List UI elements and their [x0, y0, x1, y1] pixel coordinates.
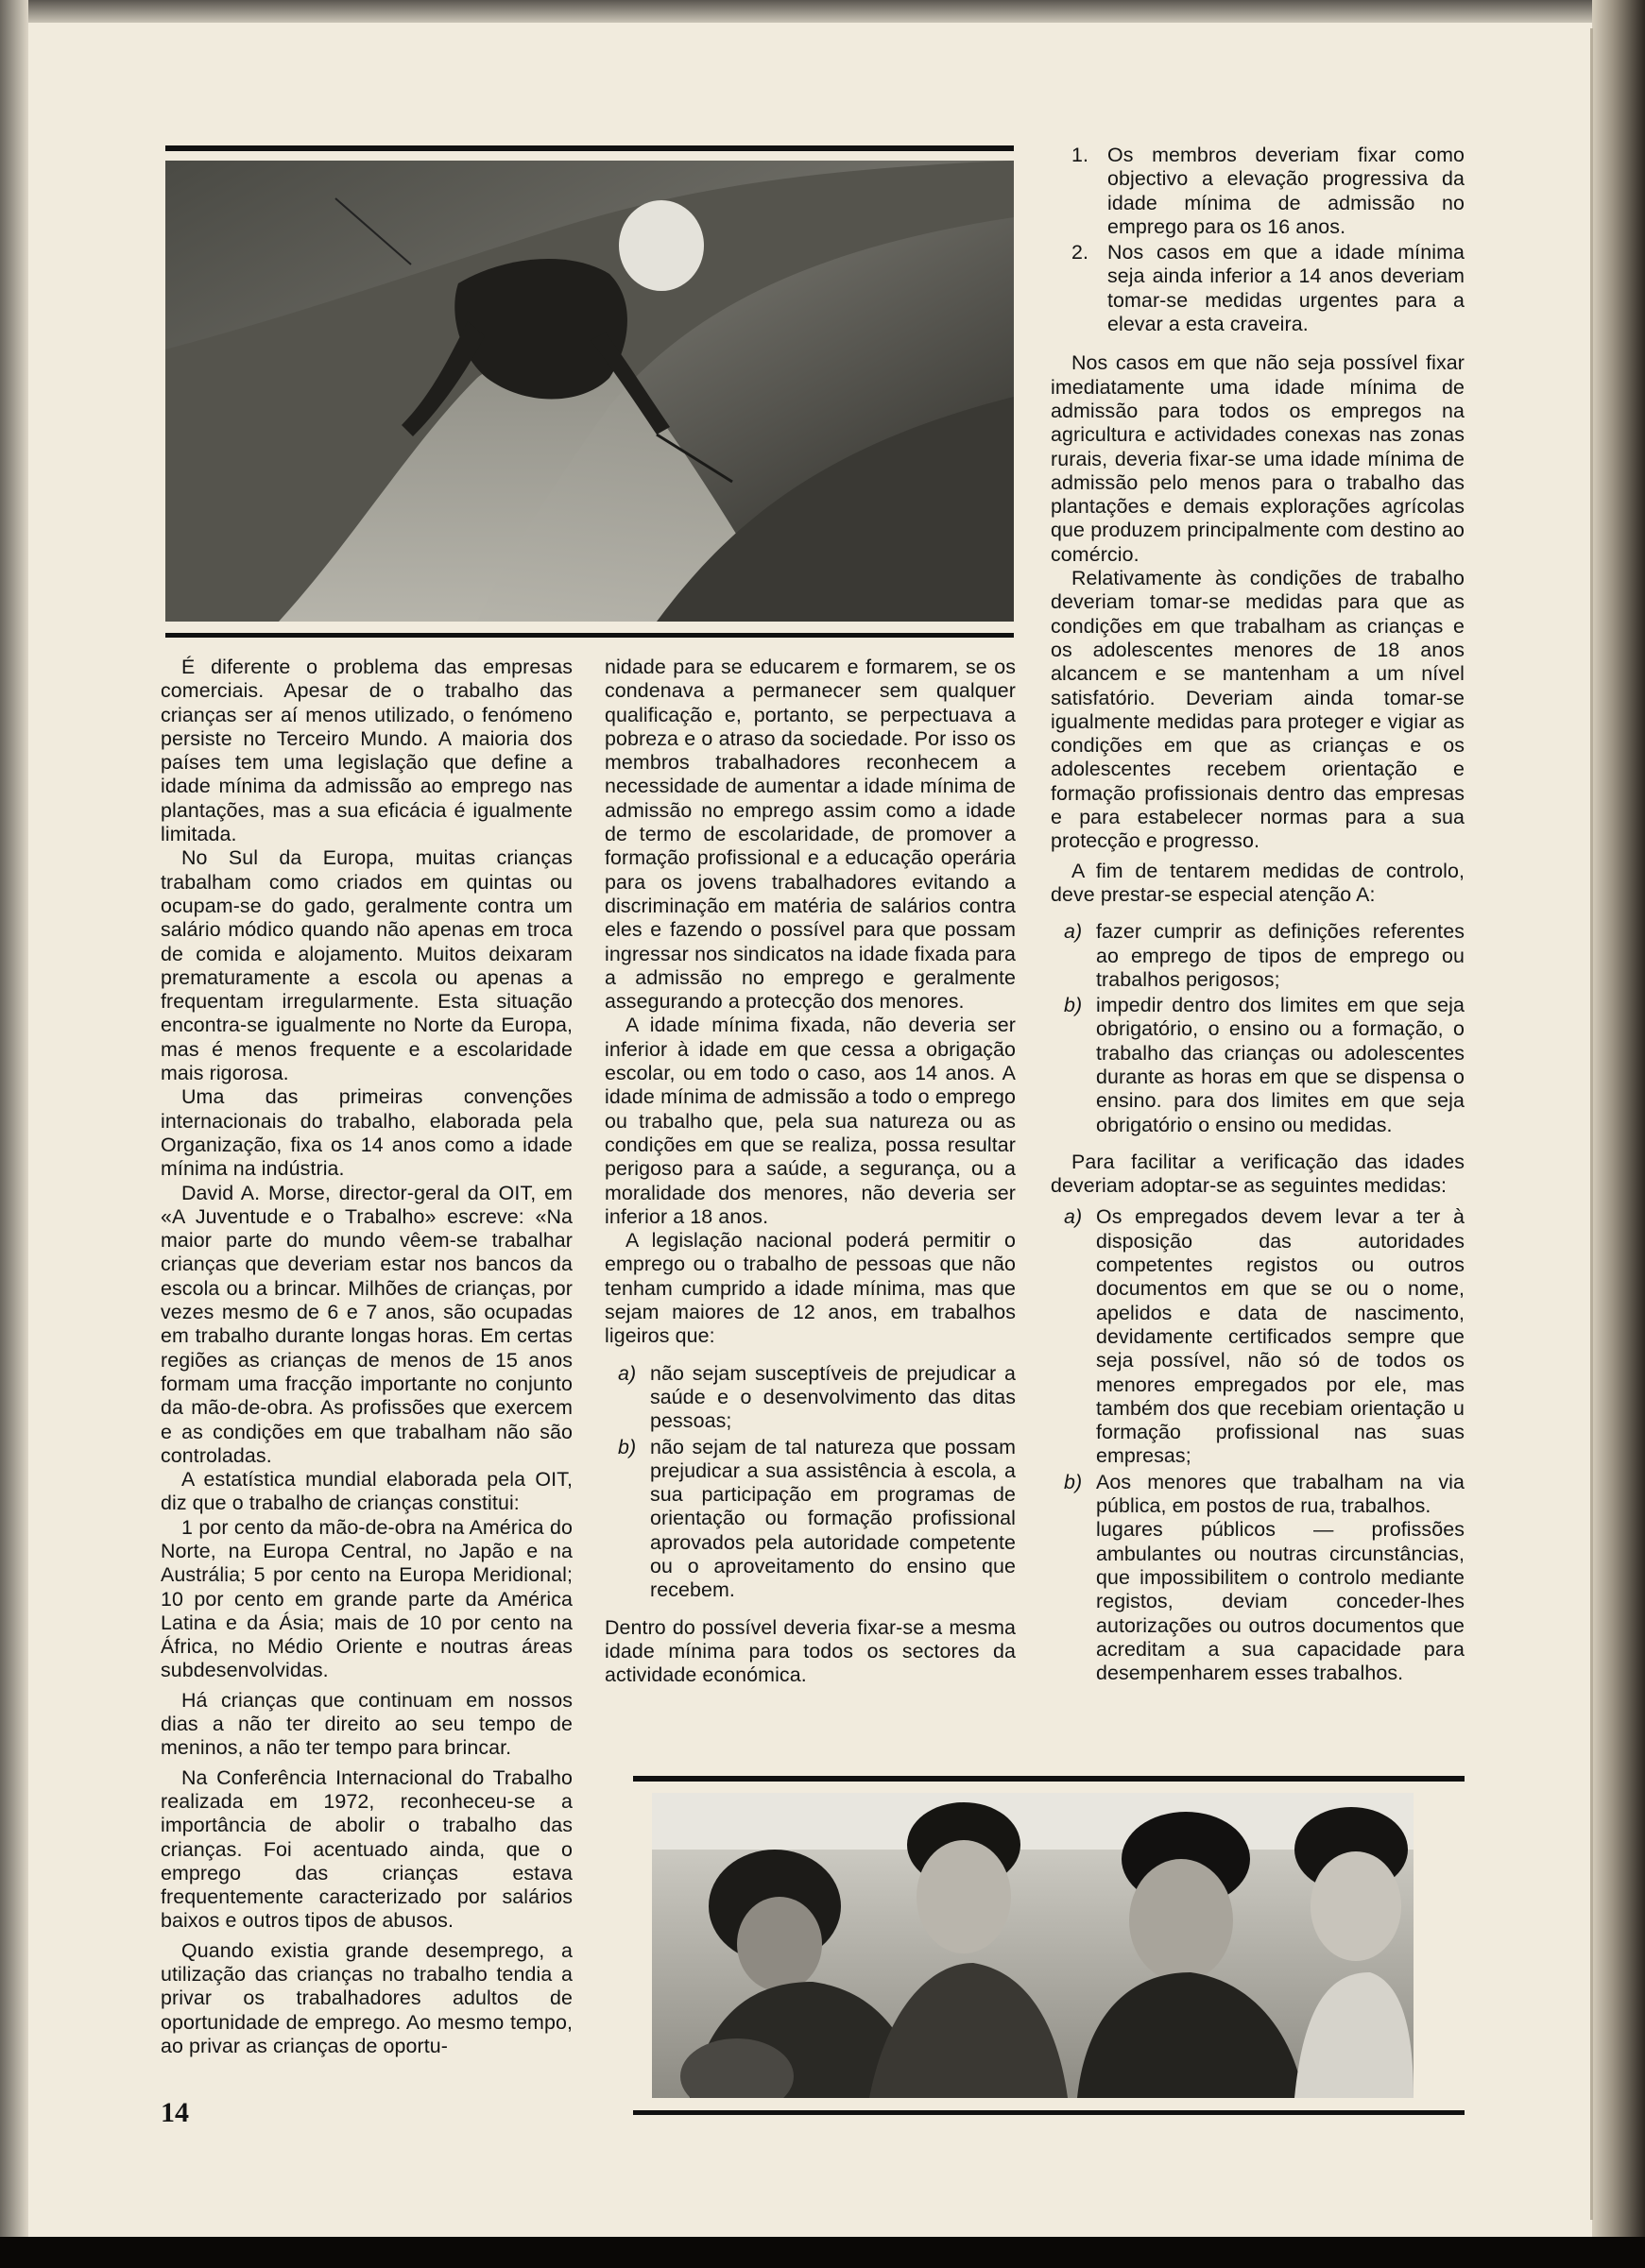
text-column-left — [161, 656, 573, 2058]
text-column-middle — [605, 656, 1016, 1687]
list-item — [1064, 994, 1465, 1137]
list — [1064, 920, 1465, 1137]
page-right-edge — [1592, 0, 1645, 2268]
list-item-text: não sejam susceptíveis de prejudicar a saúde e o desenvolvimento das ditas pessoas; — [650, 1361, 1016, 1433]
page-left-edge — [0, 0, 28, 2268]
list-item — [618, 1362, 1016, 1434]
text-column-right — [1051, 144, 1465, 1685]
list-item-text: fazer cumprir as definições referentes ao emprego de tipos de emprego ou trabalhos perigosos; — [1096, 920, 1465, 991]
paragraph: Relativamente às condições de trabalho deveriam tomar-se medidas para que as condições em que trabalham as crianças e os adolescentes menores de 18 anos alcancem e se mantenham a um nível satisfatório. Deveriam ainda tomar-se igualmente medidas para proteger e vigiar as condições em que as crianças e os adolescentes recebem orientação e formação profissionais dentro das empresas e para estabelecer normas para a sua protecção e progresso. — [1051, 567, 1465, 853]
numbered-list — [1071, 144, 1465, 336]
list-item-text: não sejam de tal natureza que possam prejudicar a sua assistência à escola, a sua participação em programas de orientação ou formação profissional aprovados pela autoridade competente ou o aproveitamento do ensino que recebem. — [650, 1435, 1016, 1602]
paragraph: A estatística mundial elaborada pela OIT, diz que o trabalho de crianças constitui: — [161, 1468, 573, 1515]
paragraph: nidade para se educarem e formarem, se os condenava a permanecer sem qualquer qualificação e, portanto, se perpectuava a pobreza e o atraso da sociedade. Por isso os membros trabalhadores reconhecem a necessidade de aumentar a idade mínima de admissão no emprego assim como a idade de termo de escolaridade, de promover a formação profissional e a educação operária para os jovens trabalhadores evitando a discriminação em matéria de salários contra eles e fazendo o possível para que possam ingressar nos sindicatos na idade fixada para a admissão no emprego e geralmente assegurando a protecção dos menores. — [605, 656, 1016, 1014]
bottom-photo-rule-upper — [633, 1776, 1465, 1782]
list-item — [1064, 1471, 1465, 1519]
list-item — [1064, 1205, 1465, 1468]
list-item — [1071, 144, 1465, 239]
paragraph: Uma das primeiras convenções internacionais do trabalho, elaborada pela Organização, fixa os 14 anos como a idade mínima na indústria. — [161, 1085, 573, 1181]
bottom-photo-rule-lower — [633, 2110, 1465, 2115]
list-item — [1064, 920, 1465, 992]
list-item-text: Nos casos em que a idade mínima seja ainda inferior a 14 anos deveriam tomar-se medidas urgentes para a elevar a esta craveira. — [1107, 241, 1465, 336]
list-item — [618, 1436, 1016, 1603]
paragraph: Para facilitar a verificação das idades deveriam adoptar-se as seguintes medidas: — [1051, 1150, 1465, 1198]
paragraph: A idade mínima fixada, não deveria ser inferior à idade em que cessa a obrigação escolar, ou em todo o caso, aos 14 anos. A idade mínima de admissão a todo o emprego ou trabalho que, pela sua natureza ou as condições em que se realiza, possa resultar perigoso para a saúde, a segurança, ou a moralidade dos menores, não deveria ser inferior a 18 anos. — [605, 1014, 1016, 1228]
paragraph: lugares públicos — profissões ambulantes ou noutras circunstâncias, que impossibilitem o controlo mediante registos, deviam conceder-lhes autorizações ou outros documentos que acreditam a sua capacidade para desempenharem esses trabalhos. — [1096, 1518, 1465, 1685]
list-item-label: 2. — [1071, 241, 1089, 264]
list-item-label: b) — [1064, 994, 1083, 1017]
paragraph: Quando existia grande desemprego, a utilização das crianças no trabalho tendia a privar os trabalhadores adultos de oportunidade de emprego. Ao mesmo tempo, ao privar as crianças de oportu- — [161, 1938, 573, 2057]
paragraph: Dentro do possível deveria fixar-se a mesma idade mínima para todos os sectores da actividade económica. — [605, 1615, 1016, 1687]
paragraph: A legislação nacional poderá permitir o emprego ou o trabalho de pessoas que não tenham cumprido a idade mínima, mas que sejam maiores de 12 anos, em trabalhos ligeiros que: — [605, 1229, 1016, 1348]
list-item — [1071, 241, 1465, 336]
list-item-text: Aos menores que trabalham na via pública, em postos de rua, trabalhos. — [1096, 1470, 1465, 1518]
paragraph: A fim de tentarem medidas de controlo, deve prestar-se especial atenção A: — [1051, 859, 1465, 906]
list — [1064, 1205, 1465, 1518]
list-item-label: a) — [1064, 920, 1083, 944]
group-of-boys-photo — [652, 1793, 1414, 2098]
paragraph: Nos casos em que não seja possível fixar imediatamente uma idade mínima de admissão para todos os empregos na agricultura e actividades conexas nas zonas rurais, deveria fixar-se uma idade mínima de admissão pelo menos para o trabalho das plantações e demais explorações agrícolas que produzem principalmente com destino ao comércio. — [1051, 351, 1465, 566]
page-number: 14 — [161, 2097, 189, 2128]
top-photo-rule-lower — [165, 633, 1014, 638]
list-item-label: a) — [1064, 1205, 1083, 1229]
page-bottom-edge — [0, 2237, 1645, 2268]
list-item-label: a) — [618, 1361, 637, 1385]
child-on-ground-photo — [165, 161, 1014, 622]
list-item-text: Os empregados devem levar a ter à disposição das autoridades competentes registos ou outros documentos em que se ou o nome, apelidos e data de nascimento, devidamente certificados sempre que seja possível, não só de todos os menores empregados por ele, mas também dos que recebiam orientação u formação profissional nas suas empresas; — [1096, 1205, 1465, 1468]
paragraph: É diferente o problema das empresas comerciais. Apesar de o trabalho das crianças ser aí menos utilizado, o fenómeno persiste no Terceiro Mundo. A maioria dos países tem uma legislação que define a idade mínima da admissão ao emprego nas plantações, mas a sua eficácia é igualmente limitada. — [161, 656, 573, 846]
list-item-label: b) — [1064, 1470, 1083, 1493]
list-item-label: b) — [618, 1435, 637, 1458]
page-top-edge — [0, 0, 1645, 23]
list-item-label: 1. — [1071, 144, 1089, 166]
top-photo-rule-upper — [165, 145, 1014, 151]
page-fold-line — [1590, 28, 1593, 2220]
paragraph: No Sul da Europa, muitas crianças trabalham como criados em quintas ou ocupam-se do gado, geralmente contra um salário módico quando não apenas em troca de comida e alojamento. Muitos deixaram prematuramente a escola ou apenas a frequentam irregularmente. Esta situação encontra-se igualmente no Norte da Europa, mas é menos frequente e a escolaridade mais rigorosa. — [161, 846, 573, 1085]
paragraph: Na Conferência Internacional do Trabalho realizada em 1972, reconheceu-se a importância de abolir o trabalho das crianças. Foi acentuado ainda, que o emprego das crianças estava frequentemente caracterizado por salários baixos e outros tipos de abusos. — [161, 1765, 573, 1933]
list-item-text: impedir dentro dos limites em que seja obrigatório, o ensino ou a formação, o trabalho das crianças ou adolescentes durante as horas em que se dispensa o ensino. para dos limites em que seja obrigatório o ensino ou medidas. — [1096, 994, 1465, 1136]
paragraph: David A. Morse, director-geral da OIT, em «A Juventude e o Trabalho» escreve: «Na maior parte do mundo vêem-se trabalhar crianças que deveriam estar nos bancos da escola ou a brincar. Milhões de crianças, por vezes mesmo de 6 e 7 anos, são ocupadas em trabalho durante longas horas. Em certas regiões as crianças de menos de 15 anos formam uma fracção importante no conjunto da mão-de-obra. As profissões que exercem e as condições em que trabalham não são controladas. — [161, 1181, 573, 1467]
list-item-text: Os membros deveriam fixar como objectivo a elevação progressiva da idade mínima de admissão no emprego para os 16 anos. — [1107, 144, 1465, 238]
paragraph: 1 por cento da mão-de-obra na América do Norte, na Europa Central, no Japão e na Austrália; 5 por cento na Europa Meridional; 10 por cento em grande parte da América Latina e da Ásia; mais de 10 por cento na África, no Médio Oriente e noutras áreas subdesenvolvidas. — [161, 1515, 573, 1682]
list — [618, 1362, 1016, 1603]
paragraph: Há crianças que continuam em nossos dias a não ter direito ao seu tempo de meninos, a não ter tempo para brincar. — [161, 1688, 573, 1760]
